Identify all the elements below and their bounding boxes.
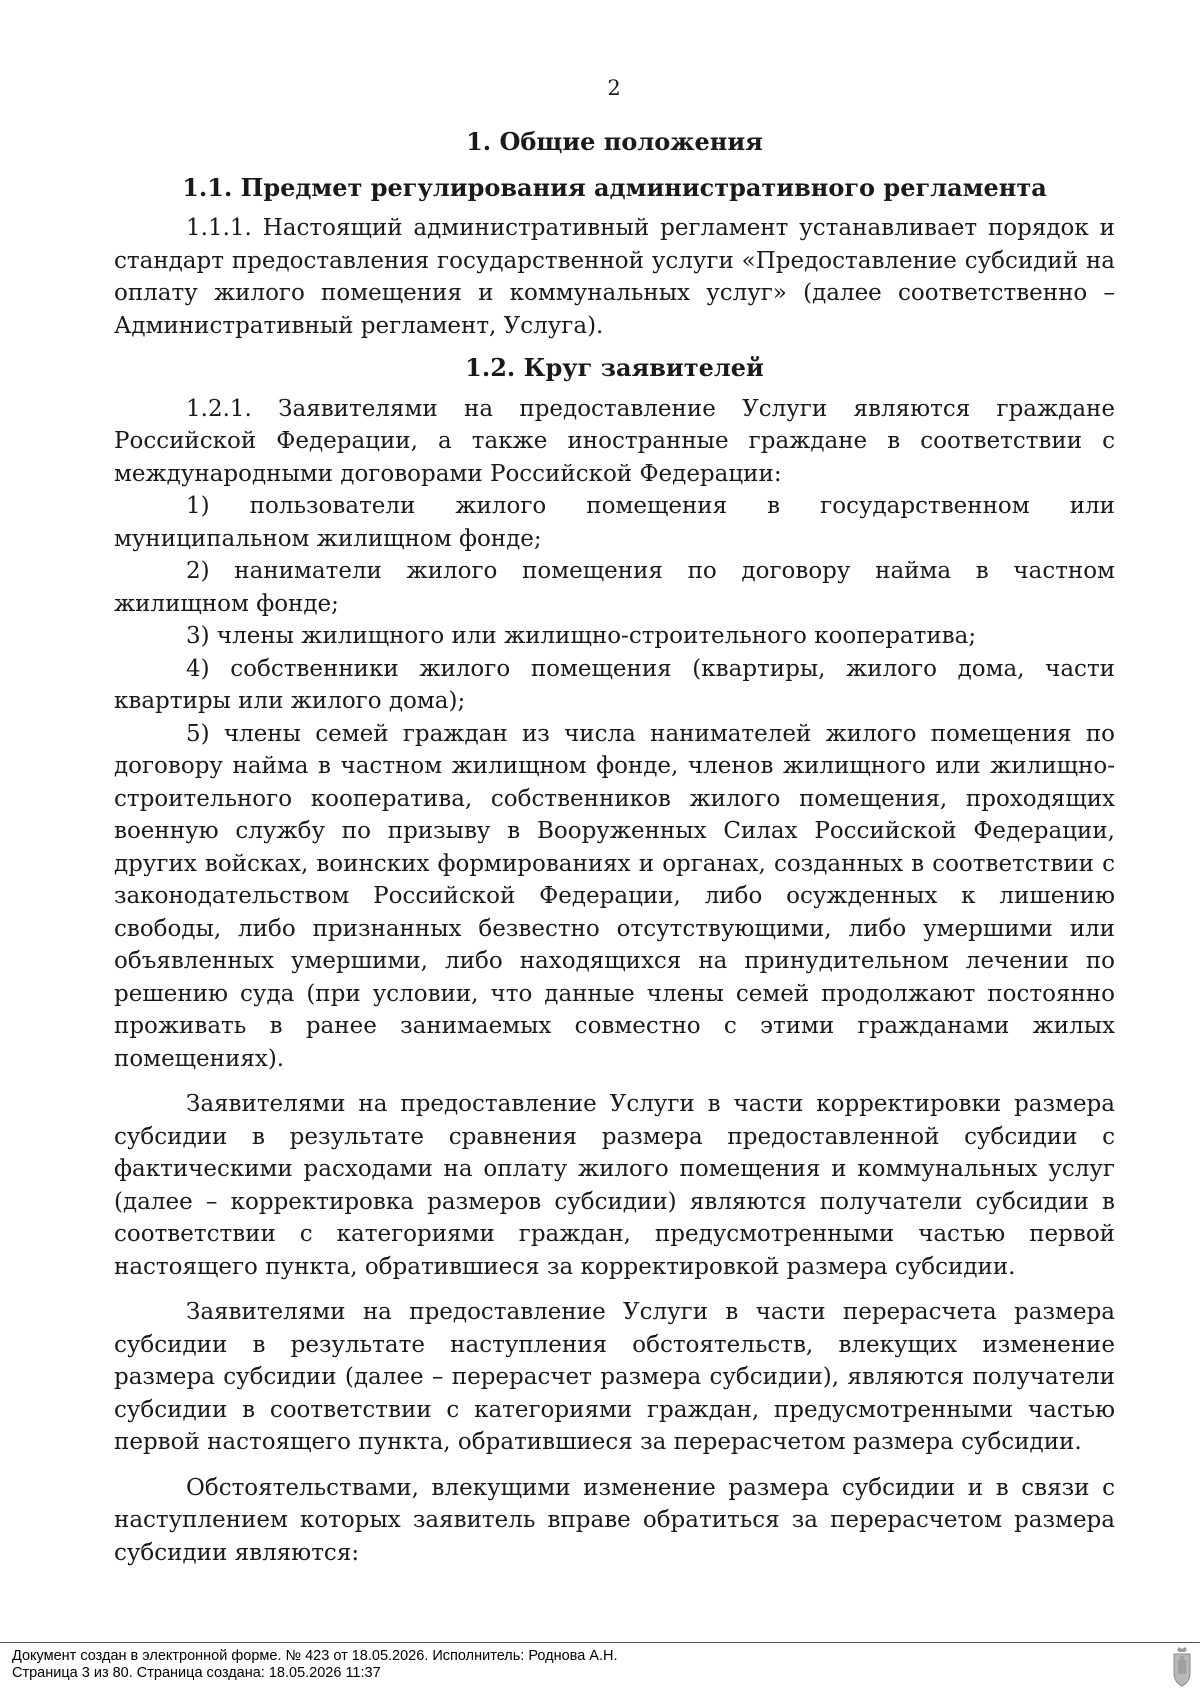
document-footer bbox=[12, 1648, 618, 1682]
paragraph: Заявителями на предоставление Услуги в части перерасчета размера субсидии в результате наступления обстоятельств, влекущих изменение размера субсидии (далее – перерасчет размера субсидии), являются получатели субсидии в соответствии с категориями граждан, предусмотренными частью первой настоящего пункта, обратившиеся за перерасчетом размера субсидии. bbox=[114, 1299, 1115, 1455]
coat-of-arms-icon bbox=[1170, 1646, 1194, 1688]
list-item: 1) пользователи жилого помещения в государственном или муниципальном жилищном фонде; bbox=[114, 493, 1115, 552]
paragraph: 1.2.1. Заявителями на предоставление Услуги являются граждане Российской Федерации, а также иностранные граждане в соответствии с международными договорами Российской Федерации: bbox=[114, 395, 1115, 487]
footer-line: Документ создан в электронной форме. № 423 от 18.05.2026. Исполнитель: Роднова А.Н. bbox=[12, 1648, 618, 1664]
list-item: 4) собственники жилого помещения (квартиры, жилого дома, части квартиры или жилого дома); bbox=[114, 655, 1115, 714]
page-number: 2 bbox=[607, 76, 621, 100]
paragraph: Заявителями на предоставление Услуги в части корректировки размера субсидии в результате сравнения размера предоставленной субсидии с фактическими расходами на оплату жилого помещения и коммунальных услуг (далее – корректировка размеров субсидии) являются получатели субсидии в соответствии с категориями граждан, предусмотренными частью первой настоящего пункта, обратившиеся за корректировкой размера субсидии. bbox=[114, 1091, 1115, 1280]
subsection-heading: 1.1. Предмет регулирования административного регламента bbox=[182, 172, 1047, 202]
footer-divider bbox=[0, 1642, 1200, 1643]
paragraph: 1.1.1. Настоящий административный регламент устанавливает порядок и стандарт предоставления государственной услуги «Предоставление субсидий на оплату жилого помещения и коммунальных услуг» (далее соответственно – Административный регламент, Услуга). bbox=[114, 215, 1115, 339]
footer-line: Страница 3 из 80. Страница создана: 18.05.2026 11:37 bbox=[12, 1665, 381, 1681]
list-item: 2) наниматели жилого помещения по договору найма в частном жилищном фонде; bbox=[114, 558, 1115, 617]
paragraph: Обстоятельствами, влекущими изменение размера субсидии и в связи с наступлением которых заявитель вправе обратиться за перерасчетом размера субсидии являются: bbox=[114, 1474, 1115, 1566]
list-item: 3) члены жилищного или жилищно-строительного кооператива; bbox=[186, 623, 977, 649]
subsection-heading: 1.2. Круг заявителей bbox=[465, 353, 764, 382]
section-heading: 1. Общие положения bbox=[466, 127, 763, 156]
document-body bbox=[114, 126, 1115, 1569]
list-item: 5) члены семей граждан из числа нанимателей жилого помещения по договору найма в частном жилищном фонде, членов жилищного или жилищно-строительного кооператива, собственников жилого помещения, проходящих военную службу по призыву в Вооруженных Силах Российской Федерации, других войсках, воинских формированиях и органах, созданных в соответствии с законодательством Российской Федерации, либо осужденных к лишению свободы, либо признанных безвестно отсутствующими, либо умершими или объявленных умершими, либо находящихся на принудительном лечении по решению суда (при условии, что данные члены семей продолжают постоянно проживать в ранее занимаемых совместно с этими гражданами жилых помещениях). bbox=[114, 720, 1115, 1072]
